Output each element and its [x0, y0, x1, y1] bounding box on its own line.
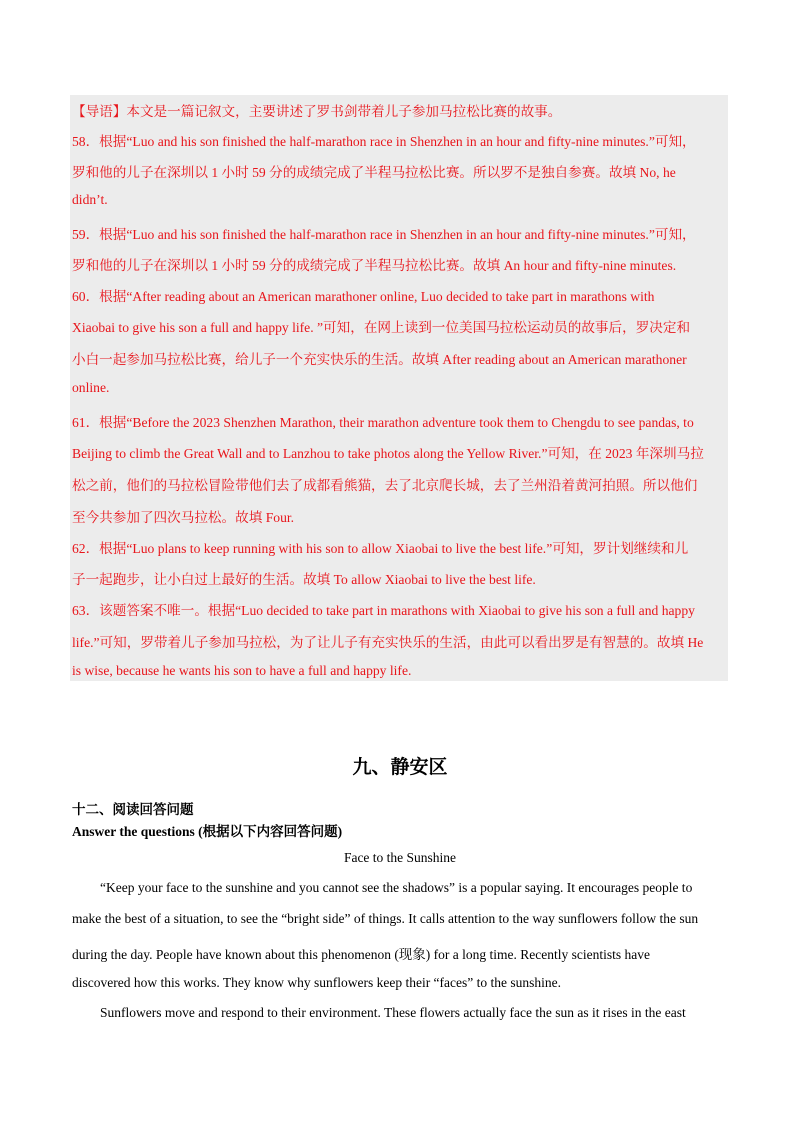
passage-line: during the day. People have known about this phenomenon (现象) for a long time. Recently scientists have	[72, 947, 650, 962]
answer-line: 60．根据“After reading about an American marathoner online, Luo decided to take part in marathons with	[72, 289, 655, 304]
answer-line: didn’t.	[72, 192, 108, 207]
answer-line: 罗和他的儿子在深圳以 1 小时 59 分的成绩完成了半程马拉松比赛。故填 An hour and fifty-nine minutes.	[72, 258, 677, 273]
answer-line: is wise, because he wants his son to have a full and happy life.	[72, 663, 412, 678]
answer-line: Beijing to climb the Great Wall and to Lanzhou to take photos along the Yellow River.”可知，在 2023 年深圳马拉	[72, 446, 704, 461]
answer-line: 61．根据“Before the 2023 Shenzhen Marathon, their marathon adventure took them to Chengdu to see pandas, to	[72, 415, 694, 430]
question-instruction: Answer the questions (根据以下内容回答问题)	[72, 824, 343, 839]
passage-line: discovered how this works. They know why sunflowers keep their “faces” to the sunshine.	[72, 975, 562, 990]
answer-line: online.	[72, 380, 110, 395]
passage-line: make the best of a situation, to see the “bright side” of things. It calls attention to the way sunflowers follow the sun	[72, 911, 699, 926]
passage-line: “Keep your face to the sunshine and you cannot see the shadows” is a popular saying. It encourages people to	[100, 880, 693, 895]
answer-line: 松之前，他们的马拉松冒险带他们去了成都看熊猫，去了北京爬长城，去了兰州沿着黄河拍照。所以他们	[72, 478, 698, 493]
answer-line: 【导语】本文是一篇记叙文，主要讲述了罗书剑带着儿子参加马拉松比赛的故事。	[72, 104, 562, 119]
passage-line: Sunflowers move and respond to their environment. These flowers actually face the sun as it rises in the east	[100, 1005, 686, 1020]
answer-line: life.”可知，罗带着儿子参加马拉松，为了让儿子有充实快乐的生活，由此可以看出罗是有智慧的。故填 He	[72, 635, 704, 650]
answer-line: 58．根据“Luo and his son finished the half-marathon race in Shenzhen in an hour and fifty-nine minutes.”可知，	[72, 134, 696, 149]
answer-line: 63．该题答案不唯一。根据“Luo decided to take part in marathons with Xiaobai to give his son a full and happy	[72, 603, 695, 618]
answer-line: 至今共参加了四次马拉松。故填 Four.	[72, 510, 295, 525]
answer-line: 小白一起参加马拉松比赛，给儿子一个充实快乐的生活。故填 After reading about an American marathoner	[72, 352, 687, 367]
answer-line: 罗和他的儿子在深圳以 1 小时 59 分的成绩完成了半程马拉松比赛。所以罗不是独自参赛。故填 No, he	[72, 165, 676, 180]
answer-line: 62．根据“Luo plans to keep running with his son to allow Xiaobai to live the best life.”可知，罗计划继续和儿	[72, 541, 689, 556]
answer-line: Xiaobai to give his son a full and happy life. ”可知，在网上读到一位美国马拉松运动员的故事后，罗决定和	[72, 320, 691, 335]
answer-line: 59．根据“Luo and his son finished the half-marathon race in Shenzhen in an hour and fifty-nine minutes.”可知，	[72, 227, 696, 242]
section-title: 九、静安区	[352, 757, 448, 778]
answer-line: 子一起跑步，让小白过上最好的生活。故填 To allow Xiaobai to live the best life.	[72, 572, 536, 587]
question-heading: 十二、阅读回答问题	[72, 802, 194, 817]
passage-title: Face to the Sunshine	[343, 850, 457, 865]
